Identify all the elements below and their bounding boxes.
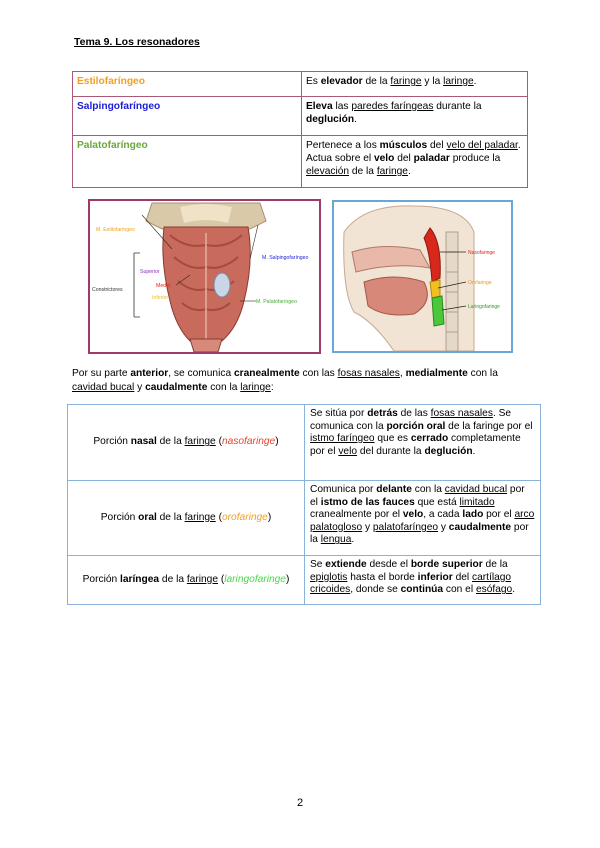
label-estilofaringeo: M. Estilofaríngeo	[96, 227, 135, 233]
muscle-name: Palatofaríngeo	[73, 136, 302, 188]
muscles-table	[72, 71, 528, 188]
intro-paragraph: Por su parte anterior, se comunica cranealmente con las fosas nasales, medialmente con la cavidad bucal y caudalmente con la laringe:	[72, 368, 498, 393]
table-row	[73, 136, 528, 188]
label-palatofaringeo: M. Palatofaríngeo	[256, 299, 297, 305]
label-superior: Superior	[140, 269, 160, 275]
table-row	[68, 481, 541, 556]
pharynx-muscles-illustration	[88, 199, 321, 354]
label-laringofaringe: Laringofaringe	[468, 304, 500, 310]
muscle-description: Es elevador de la faringe y la laringe.	[302, 72, 528, 97]
portion-description: Comunica por delante con la cavidad bucal por el istmo de las fauces que está limitado cranealmente por el velo, a cada lado por el arco palatogloso y palatofaríngeo y caudalmente por la lengua.	[305, 481, 541, 556]
muscle-description: Eleva las paredes faríngeas durante la deglución.	[302, 97, 528, 136]
portion-label: Porción laríngea de la faringe (laringofaringe)	[68, 556, 305, 605]
table-row	[68, 556, 541, 605]
portion-description: Se extiende desde el borde superior de la epiglotis hasta el borde inferior del cartílago cricoides, donde se continúa con el esófago.	[305, 556, 541, 605]
table-row	[73, 97, 528, 136]
portion-label: Porción nasal de la faringe (nasofaringe)	[68, 405, 305, 481]
pharynx-sagittal-illustration	[332, 200, 513, 353]
label-salpingofaringeo: M. Salpingofaríngeo	[262, 255, 309, 261]
label-constrictores: Constrictores	[92, 287, 123, 293]
page-number: 2	[296, 797, 304, 809]
table-row	[73, 72, 528, 97]
portion-description: Se sitúa por detrás de las fosas nasales. Se comunica con la porción oral de la faringe por el istmo faríngeo que es cerrado completamente por el velo del durante la deglución.	[305, 405, 541, 481]
pharynx-posterior-view	[90, 201, 319, 352]
label-orofaringe: Orofaringe	[468, 280, 492, 286]
label-medio: Medio	[156, 283, 171, 289]
pharynx-portions-table	[67, 404, 541, 605]
portion-label: Porción oral de la faringe (orofaringe)	[68, 481, 305, 556]
table-row	[68, 405, 541, 481]
label-nasofaringe: Nasofaringe	[468, 250, 495, 256]
muscle-name: Salpingofaríngeo	[73, 97, 302, 136]
page-header: Tema 9. Los resonadores	[74, 36, 200, 48]
muscle-name: Estilofaríngeo	[73, 72, 302, 97]
muscle-description: Pertenece a los músculos del velo del paladar. Actua sobre el velo del paladar produce la elevación de la faringe.	[302, 136, 528, 188]
pharynx-sagittal-view	[334, 202, 511, 351]
label-inferior: Inferior	[152, 295, 169, 301]
